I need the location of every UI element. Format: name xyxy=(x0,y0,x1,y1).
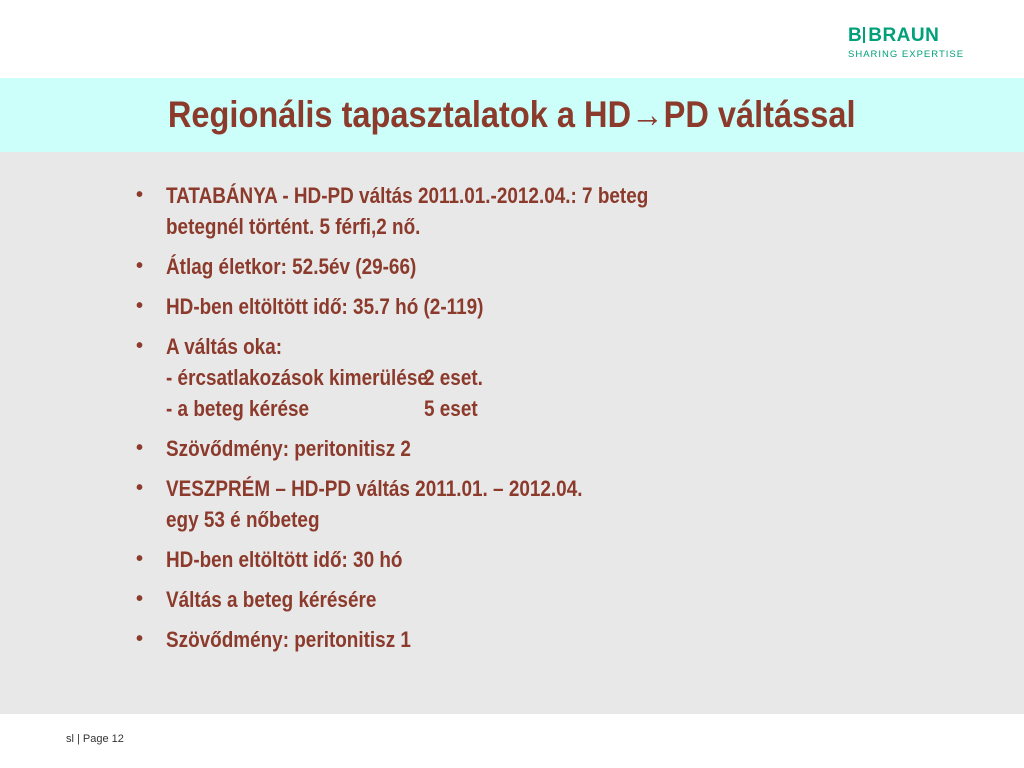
bullet-line: VESZPRÉM – HD-PD váltás 2011.01. – 2012.04. xyxy=(166,476,583,501)
bullet-item xyxy=(136,624,896,655)
bullet-item xyxy=(136,331,896,424)
bullet-dot-icon: • xyxy=(136,437,144,459)
logo-wordmark xyxy=(848,26,988,46)
bullet-item xyxy=(136,251,896,282)
bbraun-logo xyxy=(848,26,988,60)
bullet-line: Szövődmény: peritonitisz 1 xyxy=(166,627,411,652)
bullet-line: HD-ben eltöltött idő: 30 hó xyxy=(166,547,403,572)
bullet-dot-icon: • xyxy=(136,184,144,206)
bullet-line: Átlag életkor: 52.5év (29-66) xyxy=(166,254,417,279)
bullet-line: Szövődmény: peritonitisz 2 xyxy=(166,436,411,461)
reason-label: - a beteg kérése xyxy=(166,396,310,421)
logo-b: B xyxy=(848,25,863,46)
title-band xyxy=(0,78,1024,152)
logo-name: BRAUN xyxy=(868,25,940,46)
bullet-line: HD-ben eltöltött idő: 35.7 hó (2-119) xyxy=(166,294,484,319)
bullet-dot-icon: • xyxy=(136,255,144,277)
reason-row xyxy=(166,362,483,393)
bullet-list xyxy=(136,180,896,664)
bullet-item xyxy=(136,180,896,242)
reason-row xyxy=(166,393,483,424)
bullet-dot-icon: • xyxy=(136,477,144,499)
page-footer: sl | Page 12 xyxy=(66,733,124,745)
bullet-line: A váltás oka: xyxy=(166,334,283,359)
bullet-line: betegnél történt. 5 férfi,2 nő. xyxy=(166,214,421,239)
reason-value: 5 eset xyxy=(424,396,478,421)
logo-tagline: SHARING EXPERTISE xyxy=(848,49,965,60)
bullet-line: Váltás a beteg kérésére xyxy=(166,587,377,612)
reason-value: 2 eset. xyxy=(424,365,483,390)
bullet-item xyxy=(136,473,896,535)
bullet-item xyxy=(136,291,896,322)
slide-title: Regionális tapasztalatok a HD→PD váltással xyxy=(168,94,856,135)
bullet-item xyxy=(136,584,896,615)
bullet-dot-icon: • xyxy=(136,628,144,650)
bullet-dot-icon: • xyxy=(136,588,144,610)
content-area xyxy=(0,152,1024,714)
reason-label: - ércsatlakozások kimerülése xyxy=(166,365,428,390)
bullet-line: TATABÁNYA - HD-PD váltás 2011.01.-2012.04.: 7 beteg xyxy=(166,183,649,208)
bullet-dot-icon: • xyxy=(136,335,144,357)
bullet-dot-icon: • xyxy=(136,295,144,317)
bullet-item xyxy=(136,544,896,575)
header xyxy=(0,0,1024,78)
bullet-dot-icon: • xyxy=(136,548,144,570)
logo-divider xyxy=(863,27,865,43)
bullet-line: egy 53 é nőbeteg xyxy=(166,507,320,532)
bullet-item xyxy=(136,433,896,464)
